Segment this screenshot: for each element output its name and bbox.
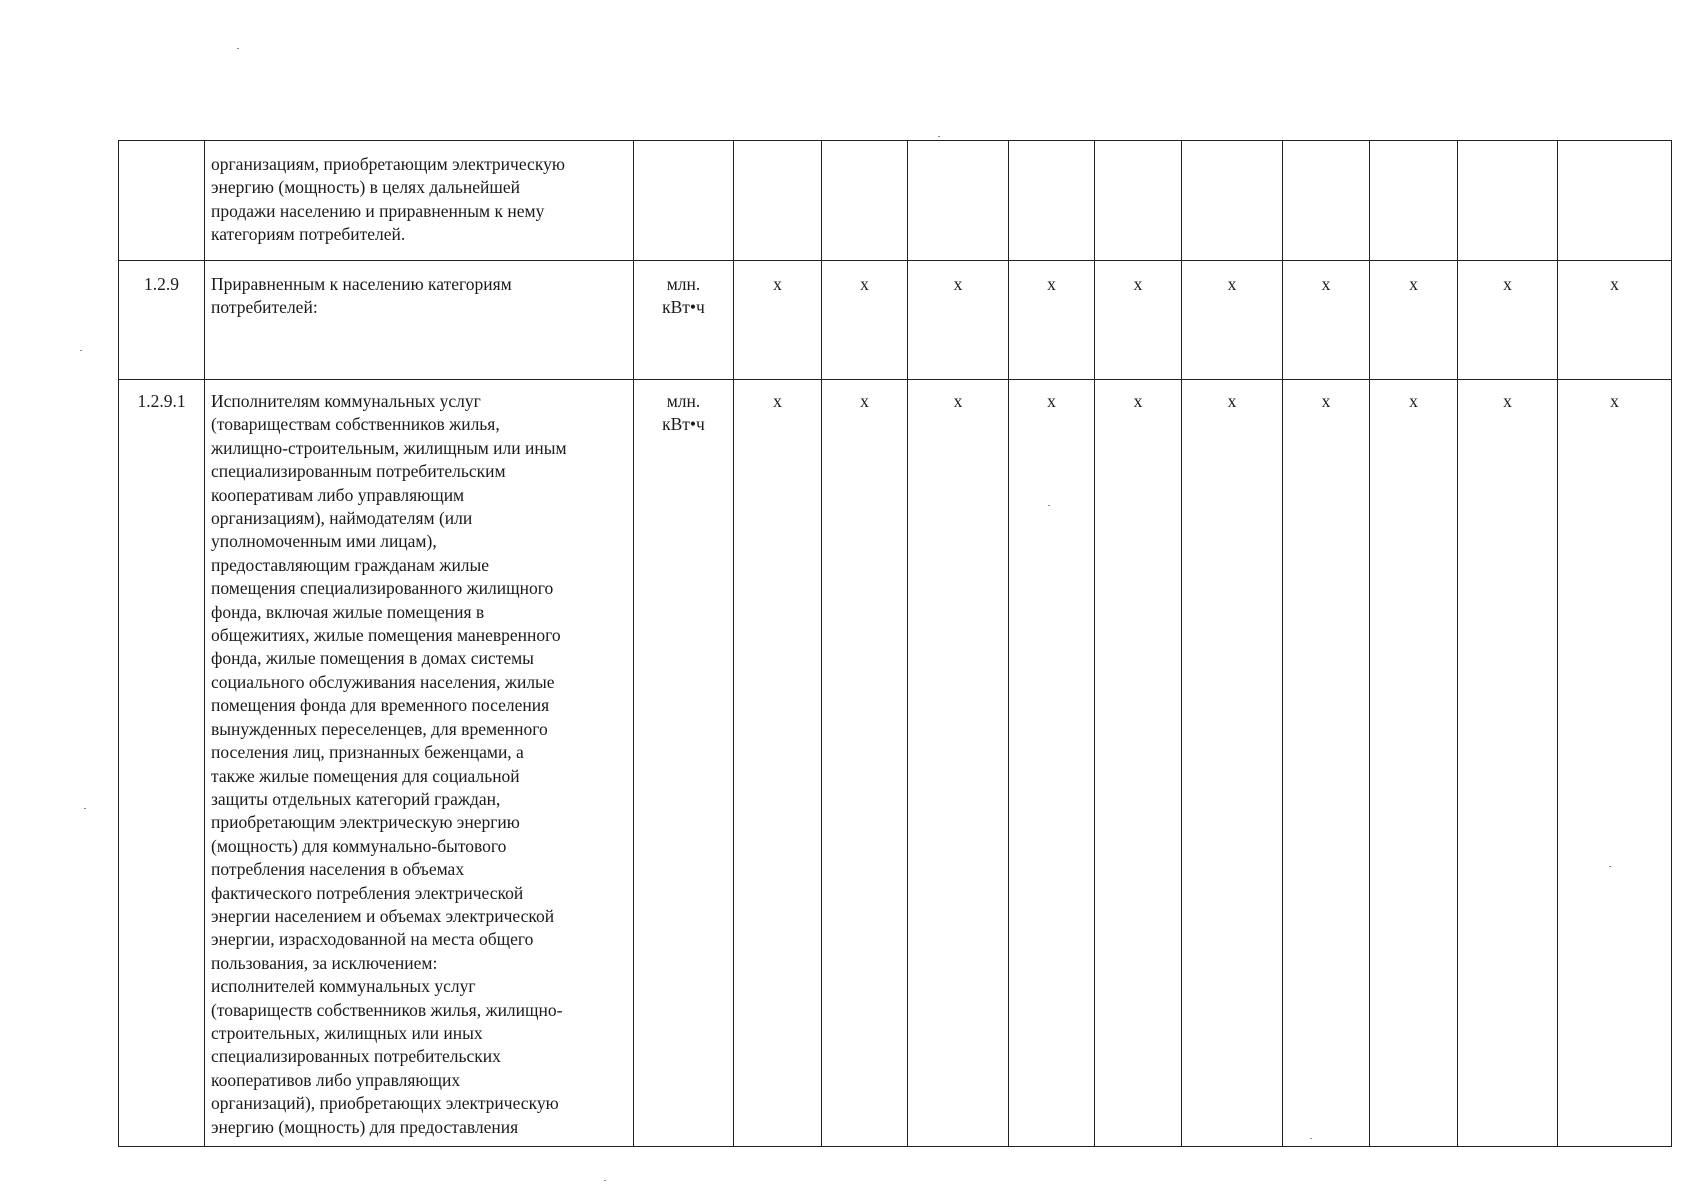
table-row <box>119 380 1672 1147</box>
value-cell <box>1370 141 1458 261</box>
description-line: энергии населением и объемах электрической <box>211 905 555 926</box>
description-line: потребления населения в объемах <box>211 859 465 880</box>
table-row <box>119 141 1672 261</box>
table-row <box>119 261 1672 380</box>
value-cell: x <box>1095 261 1182 380</box>
description-line: вынужденных переселенцев, для временного <box>211 718 548 739</box>
scan-speck <box>938 136 940 137</box>
description-line: (товариществам собственников жилья, <box>211 414 500 435</box>
unit-line: млн. <box>666 274 701 294</box>
value-cell: x <box>1283 261 1370 380</box>
value-cell: x <box>734 380 822 1147</box>
description-line: жилищно-строительным, жилищным или иным <box>211 437 567 458</box>
value-cell: x <box>1558 380 1672 1147</box>
unit-line: млн. <box>666 391 701 411</box>
value-cell: x <box>1458 380 1558 1147</box>
description-line: кооперативов либо управляющих <box>211 1069 461 1090</box>
value-cell <box>1009 141 1095 261</box>
value-cell: x <box>1182 261 1283 380</box>
description-line: организациям), наймодателям (или <box>211 508 473 529</box>
value-cell <box>1182 141 1283 261</box>
value-cell <box>1283 141 1370 261</box>
description-line: специализированным потребительским <box>211 461 506 482</box>
scan-speck <box>1310 1138 1312 1139</box>
description-line: пользования, за исключением: <box>211 952 438 973</box>
description-line: уполномоченным ими лицам), <box>211 531 437 552</box>
scan-speck <box>237 48 239 49</box>
description-line: также жилые помещения для социальной <box>211 765 520 786</box>
value-cell: x <box>1095 380 1182 1147</box>
description-line: Приравненным к населению категориям <box>211 274 512 294</box>
description-line: специализированных потребительских <box>211 1046 501 1067</box>
description-line: поселения лиц, признанных беженцами, а <box>211 742 524 763</box>
value-cell: x <box>734 261 822 380</box>
value-cell: x <box>1370 261 1458 380</box>
row-unit <box>634 141 734 261</box>
description-line: потребителей: <box>211 297 318 318</box>
description-line: помещения специализированного жилищного <box>211 578 554 599</box>
scan-speck <box>604 1180 606 1181</box>
value-cell <box>908 141 1009 261</box>
value-cell: x <box>1370 380 1458 1147</box>
row-unit <box>634 261 734 380</box>
scan-speck <box>80 350 82 351</box>
description-line: (мощность) для коммунально-бытового <box>211 835 507 856</box>
description-line: общежитиях, жилые помещения маневренного <box>211 625 561 646</box>
description-line: энергии, израсходованной на места общего <box>211 929 534 950</box>
table-body <box>119 141 1672 1147</box>
description-line: кооперативам либо управляющим <box>211 484 465 505</box>
value-cell: x <box>822 380 908 1147</box>
description-line: организациям, приобретающим электрическую <box>211 154 565 174</box>
description-line: исполнителей коммунальных услуг <box>211 976 476 997</box>
row-number: 1.2.9.1 <box>119 380 205 1147</box>
description-line: фонда, жилые помещения в домах системы <box>211 648 534 669</box>
value-cell <box>822 141 908 261</box>
description-line: организаций), приобретающих электрическую <box>211 1093 559 1114</box>
description-line: приобретающим электрическую энергию <box>211 812 520 833</box>
description-line: энергию (мощность) в целях дальнейшей <box>211 177 520 198</box>
value-cell: x <box>1009 261 1095 380</box>
value-cell: x <box>1458 261 1558 380</box>
unit-line: кВт•ч <box>662 297 705 318</box>
scan-speck <box>84 808 86 809</box>
row-number <box>119 141 205 261</box>
unit-line: кВт•ч <box>662 414 705 435</box>
description-line: фактического потребления электрической <box>211 882 524 903</box>
description-line: категориям потребителей. <box>211 224 406 245</box>
value-cell <box>1458 141 1558 261</box>
row-description <box>205 261 634 380</box>
value-cell: x <box>908 380 1009 1147</box>
row-description <box>205 380 634 1147</box>
value-cell: x <box>822 261 908 380</box>
description-line: (товариществ собственников жилья, жилищно- <box>211 999 563 1020</box>
description-line: энергию (мощность) для предоставления <box>211 1116 519 1137</box>
value-cell <box>1558 141 1672 261</box>
description-line: предоставляющим гражданам жилые <box>211 554 490 575</box>
value-cell: x <box>1009 380 1095 1147</box>
description-line: защиты отдельных категорий граждан, <box>211 788 501 809</box>
tariff-table <box>118 140 1672 1147</box>
description-line: фонда, включая жилые помещения в <box>211 601 485 622</box>
value-cell <box>734 141 822 261</box>
row-number: 1.2.9 <box>119 261 205 380</box>
scan-speck <box>1048 505 1050 506</box>
description-line: продажи населению и приравненным к нему <box>211 200 545 221</box>
scan-speck <box>1609 866 1611 867</box>
value-cell <box>1095 141 1182 261</box>
description-line: помещения фонда для временного поселения <box>211 695 550 716</box>
description-line: социального обслуживания населения, жилые <box>211 671 555 692</box>
row-description <box>205 141 634 261</box>
value-cell: x <box>1182 380 1283 1147</box>
value-cell: x <box>1283 380 1370 1147</box>
description-line: Исполнителям коммунальных услуг <box>211 391 481 411</box>
row-unit <box>634 380 734 1147</box>
value-cell: x <box>1558 261 1672 380</box>
value-cell: x <box>908 261 1009 380</box>
description-line: строительных, жилищных или иных <box>211 1022 483 1043</box>
